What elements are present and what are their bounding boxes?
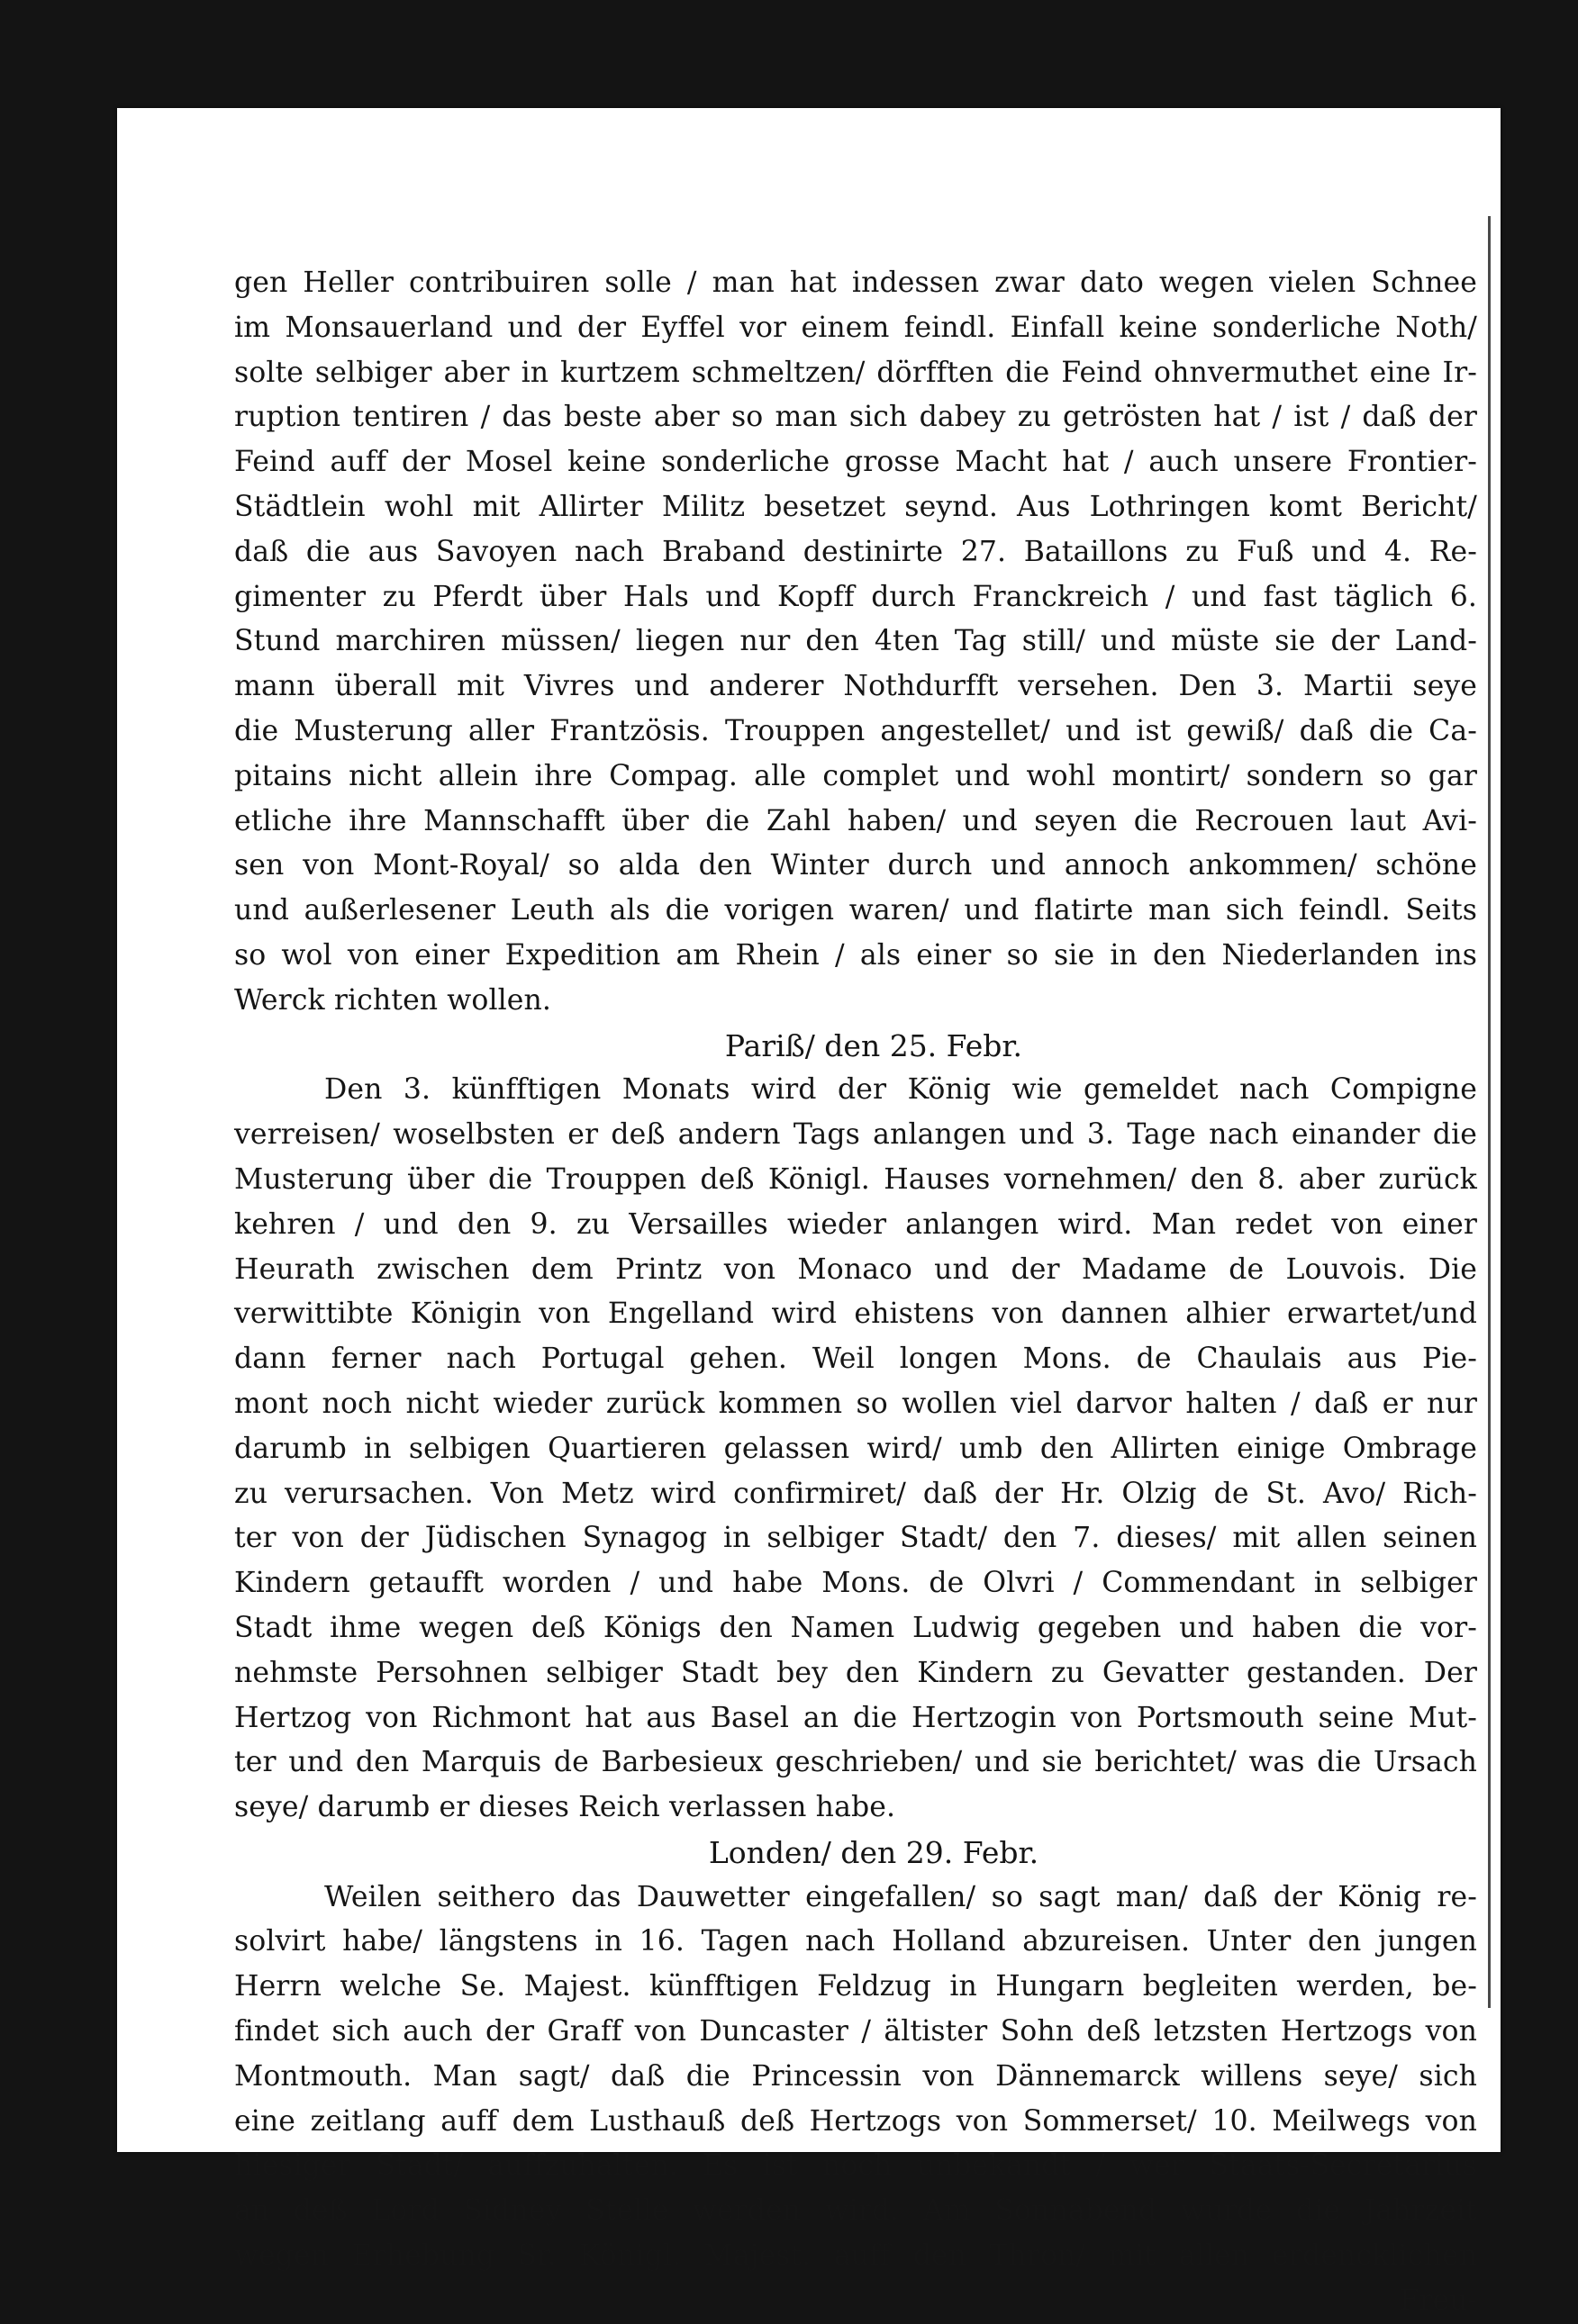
page-text <box>234 261 1477 2324</box>
paris-report <box>234 1024 1477 1831</box>
text-line: zu verursachen. Von Metz wird confirmiret/ daß der Hr. Olzig de St. Avo/ Rich- <box>234 1477 1477 1510</box>
text-line: Werck richten wollen. <box>234 983 552 1017</box>
text-line: Montmouth. Man sagt/ daß die Princessin von Dännemarck willens seye/ sich <box>234 2059 1477 2093</box>
text-line: Städtlein wohl mit Allirter Militz besetzet seynd. Aus Lothringen komt Bericht/ <box>234 490 1477 523</box>
text-line: Den 3. künfftigen Monats wird der König wie gemeldet nach Compigne <box>324 1073 1477 1107</box>
text-line: solte selbiger aber in kurtzem schmeltzen/ dörfften die Feind ohnvermuthet eine Ir- <box>234 356 1477 389</box>
text-line: Herrn welche Se. Majest. künfftigen Feldzug in Hungarn begleiten werden, be- <box>234 1970 1477 2003</box>
text-line: die Musterung aller Frantzösis. Trouppen angestellet/ und ist gewiß/ daß die Ca- <box>234 714 1477 747</box>
text-line: im Monsauerland und der Eyffel vor einem feindl. Einfall keine sonderliche Noth/ <box>234 311 1477 344</box>
text-line: Heurath zwischen dem Printz von Monaco und der Madame de Louvois. Die <box>234 1252 1477 1286</box>
london-report <box>234 1831 1477 2324</box>
text-line: solvirt habe/ längstens in 16. Tagen nach Holland abzureisen. Unter den jungen <box>234 1925 1477 1958</box>
text-line: ruption tentiren / das beste aber so man sich dabey zu getrösten hat / ist / daß der <box>234 401 1477 434</box>
text-line: hiesiger Stadt/ auffzuhalten. Es ist noch unbekandt / wer Staats-Secretarius <box>234 2149 1477 2183</box>
text-line: verreisen/ woselbsten er deß andern Tags anlangen und 3. Tage nach einander die <box>234 1118 1477 1152</box>
text-line: dann ferner nach Portugal gehen. Weil longen Mons. de Chaulais aus Pie- <box>234 1343 1477 1376</box>
text-line: ter und den Marquis de Barbesieux geschrieben/ und sie berichtet/ was die Ursach <box>234 1746 1477 1779</box>
text-line: und außerlesener Leuth als die vorigen waren/ und flatirte man sich feindl. Seits <box>234 894 1477 927</box>
text-line: gen Heller contribuiren solle / man hat indessen zwar dato wegen vielen Schnee <box>234 267 1477 299</box>
text-line: nehmste Persohnen selbiger Stadt bey den Kindern zu Gevatter gestanden. Der <box>234 1656 1477 1689</box>
text-line: so wol von einer Expedition am Rhein / als einer so sie in den Niederlanden ins <box>234 938 1477 972</box>
text-line: darumb in selbigen Quartieren gelassen wird/ umb den Allirten einige Ombrage <box>234 1432 1477 1465</box>
text-line: etliche ihre Mannschafft über die Zahl haben/ und seyen die Recrouen laut Avi- <box>234 804 1477 837</box>
continued-report <box>234 261 1477 1024</box>
text-line: eine zeitlang auff dem Lusthauß deß Hertzogs von Sommerset/ 10. Meilwegs von <box>234 2104 1477 2138</box>
text-line: daß die aus Savoyen nach Braband destinirte 27. Bataillons zu Fuß und 4. Re- <box>234 535 1477 568</box>
text-line: verwittibte Königin von Engelland wird ehistens von dannen alhier erwartet/und <box>234 1298 1477 1331</box>
text-line: Weilen seithero das Dauwetter eingefallen/ so sagt man/ daß der König re- <box>324 1880 1477 1913</box>
text-line: mont noch nicht wieder zurück kommen so wollen viel darvor halten / daß er nur <box>234 1387 1477 1420</box>
dateline-heading: Pariß/ den 25. Febr. <box>724 1027 1023 1063</box>
text-line: Stund marchiren müssen/ liegen nur den 4ten Tag still/ und müste sie der Land- <box>234 625 1477 658</box>
page-edge-shadow <box>1488 216 1491 2008</box>
text-line: gimenter zu Pferdt über Hals und Kopff durch Franckreich / und fast täglich 6. <box>234 580 1477 613</box>
text-line: wegen Erhebung Sr. Königl. Majest. auff den Thron/ mit allen erdencklichen <box>234 2239 1477 2273</box>
catchword: Freu- <box>1399 2283 1477 2317</box>
text-line: Stadt ihme wegen deß Königs den Namen Ludwig gegeben und haben die vor- <box>234 1611 1477 1644</box>
text-line: sen von Mont-Royal/ so alda den Winter durch und annoch ankommen/ schöne <box>234 849 1477 882</box>
text-line: an deß Lord Sidney Stelle werden wird. Am Sonnabend wurde die Jahrzeit <box>234 2194 1477 2228</box>
dateline-heading: Londen/ den 29. Febr. <box>708 1834 1039 1870</box>
text-line: Musterung über die Trouppen deß Königl. Hauses vornehmen/ den 8. aber zurück <box>234 1162 1477 1196</box>
text-line: mann überall mit Vivres und anderer Nothdurfft versehen. Den 3. Martii seye <box>234 670 1477 703</box>
text-line: Hertzog von Richmont hat aus Basel an die Hertzogin von Portsmouth seine Mut- <box>234 1701 1477 1734</box>
text-line: Feind auff der Mosel keine sonderliche grosse Macht hat / auch unsere Frontier- <box>234 446 1477 479</box>
text-line: Kindern getaufft worden / und habe Mons. de Olvri / Commendant in selbiger <box>234 1567 1477 1600</box>
text-line: seye/ darumb er dieses Reich verlassen habe. <box>234 1791 896 1824</box>
text-line: pitains nicht allein ihre Compag. alle complet und wohl montirt/ sondern so gar <box>234 759 1477 792</box>
text-line: kehren / und den 9. zu Versailles wieder anlangen wird. Man redet von einer <box>234 1207 1477 1241</box>
text-line: ter von der Jüdischen Synagog in selbiger Stadt/ den 7. dieses/ mit allen seinen <box>234 1522 1477 1555</box>
text-line: findet sich auch der Graff von Duncaster / ältister Sohn deß letzsten Hertzogs von <box>234 2015 1477 2048</box>
